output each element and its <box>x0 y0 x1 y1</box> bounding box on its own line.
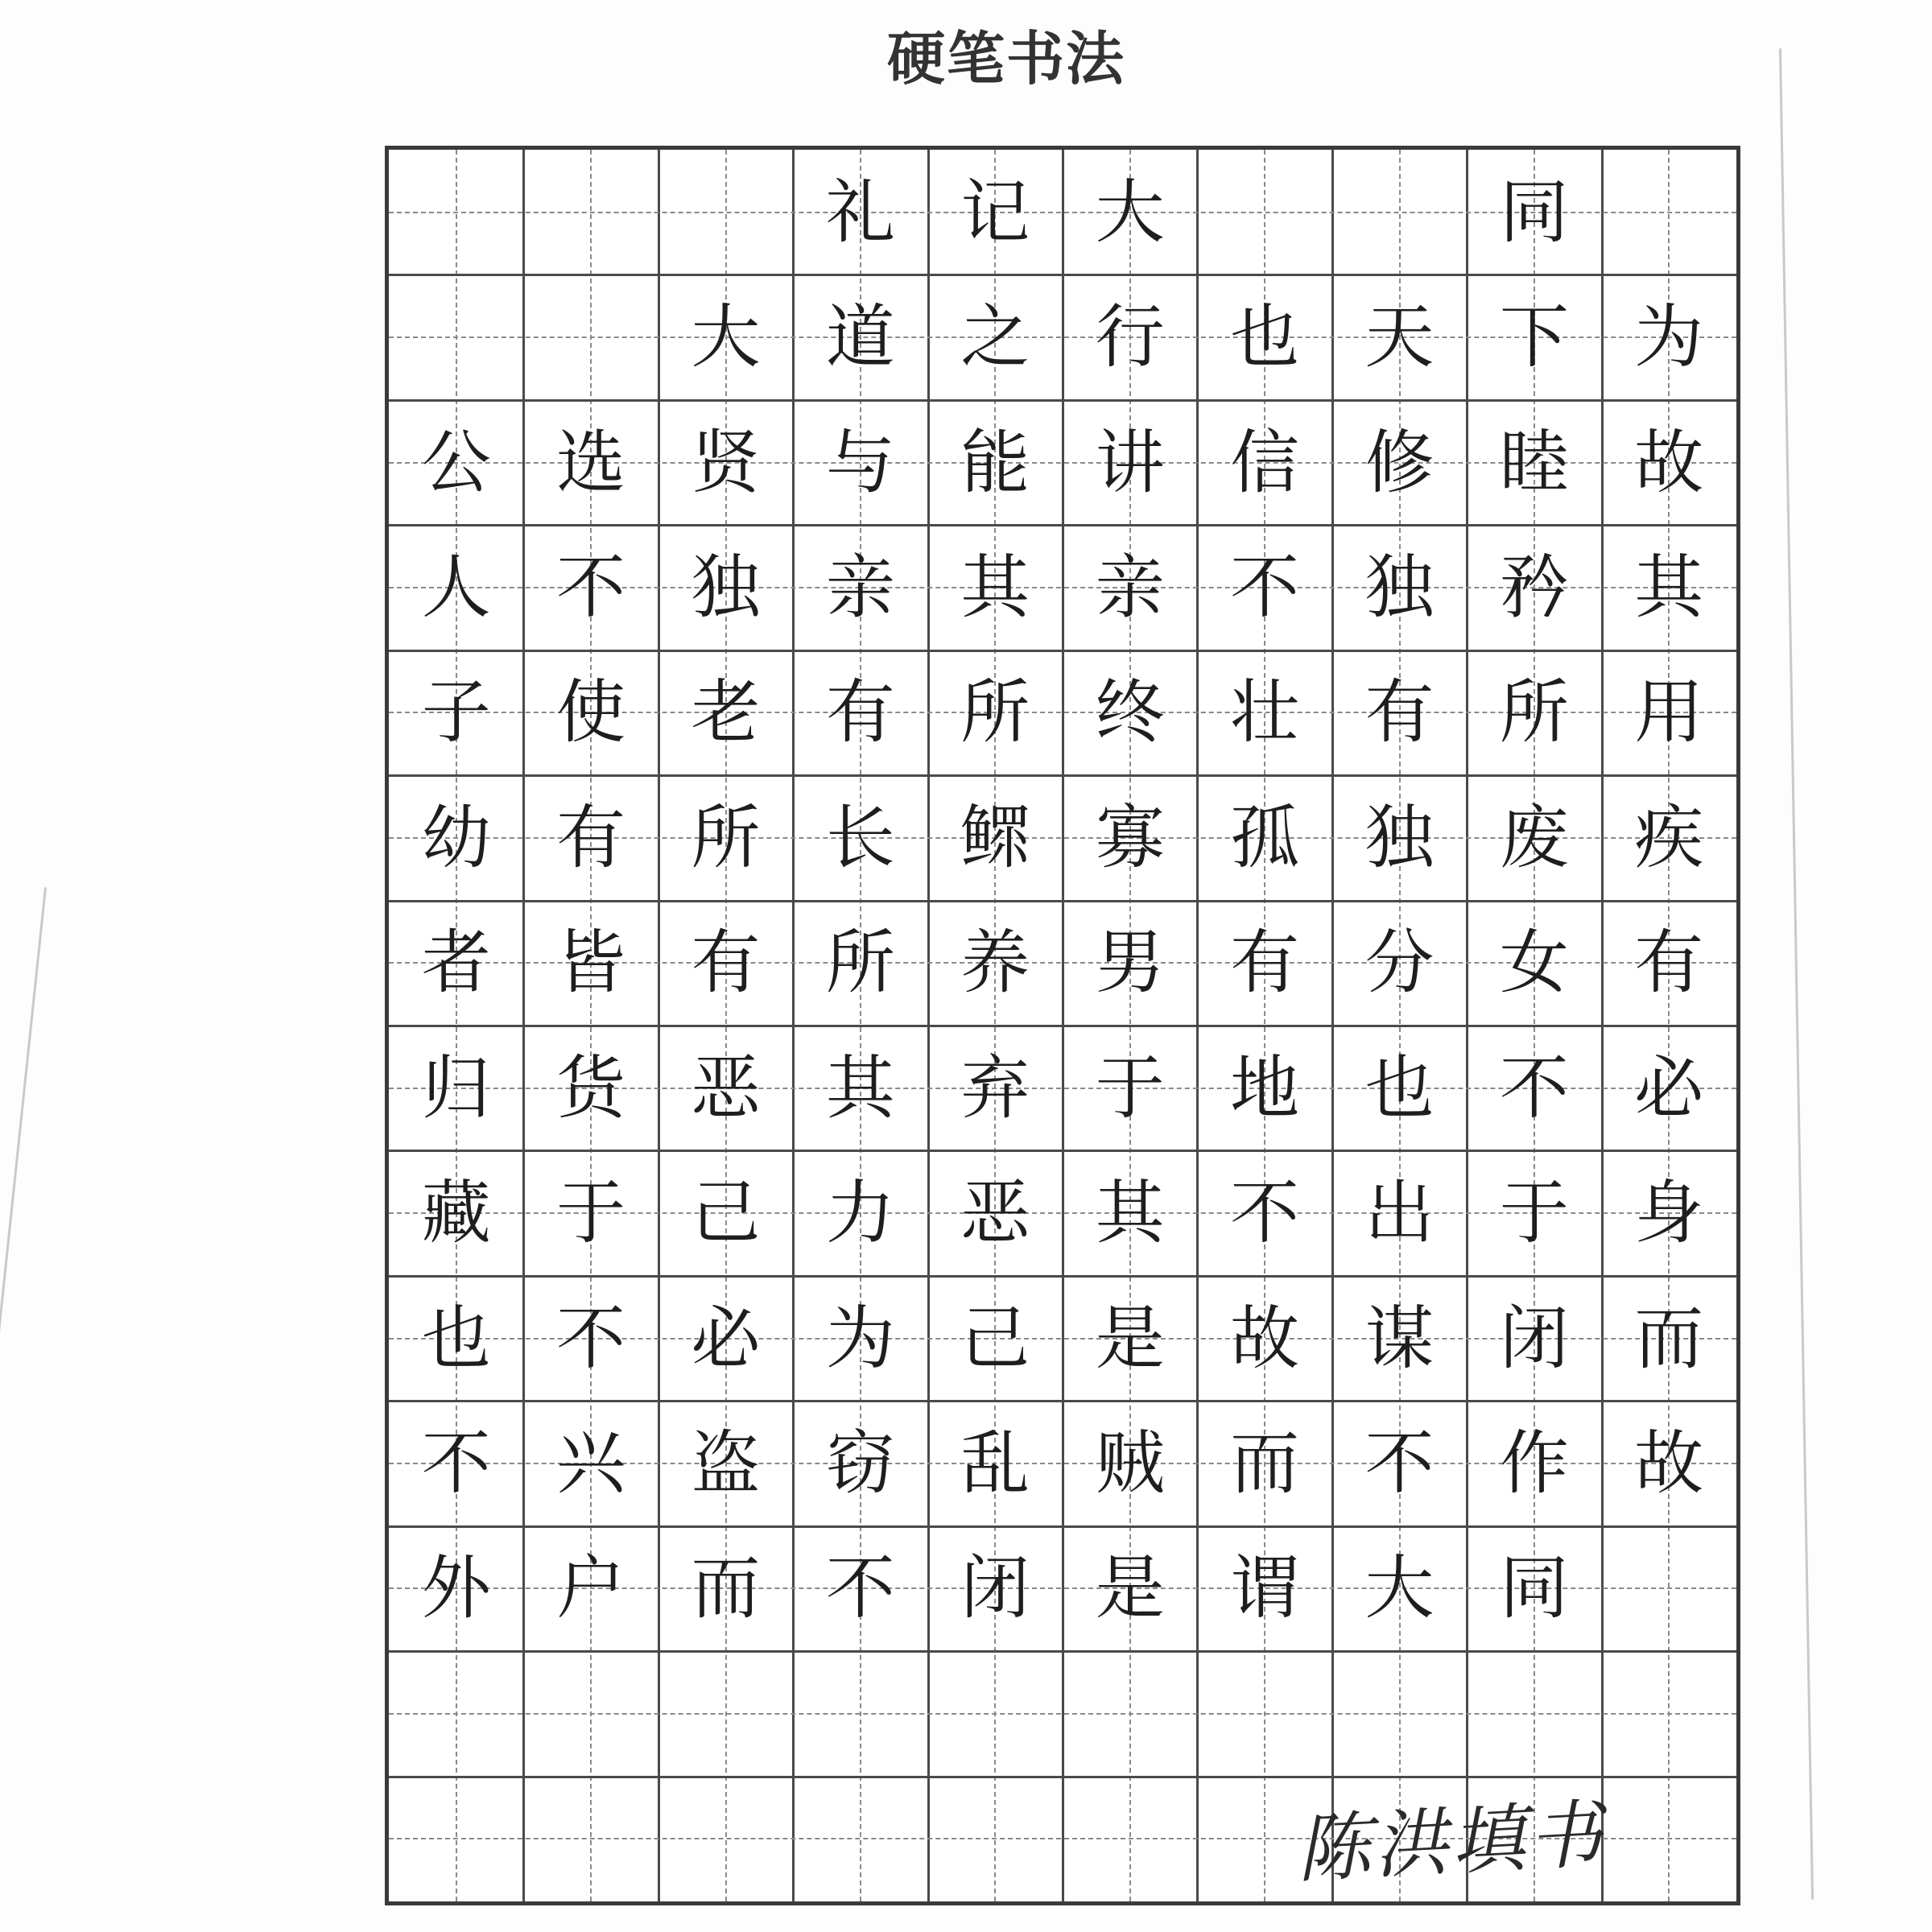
calligraphy-character: 独 <box>1364 547 1435 628</box>
calligraphy-character: 大 <box>691 297 761 378</box>
calligraphy-character: 地 <box>1230 1047 1300 1129</box>
calligraphy-character: 下 <box>1499 297 1569 378</box>
calligraphy-character: 独 <box>1364 797 1435 878</box>
calligraphy-character: 而 <box>691 1548 761 1629</box>
calligraphy-character: 使 <box>556 672 626 753</box>
calligraphy-character <box>1197 150 1331 275</box>
calligraphy-character: 必 <box>1634 1047 1704 1129</box>
calligraphy-character: 归 <box>421 1047 491 1129</box>
calligraphy-character <box>793 1777 927 1901</box>
calligraphy-character: 于 <box>556 1173 626 1254</box>
calligraphy-character <box>389 1777 523 1901</box>
calligraphy-character: 其 <box>960 547 1030 628</box>
calligraphy-character <box>1602 1651 1736 1776</box>
calligraphy-character: 为 <box>825 1298 895 1379</box>
calligraphy-character: 废 <box>1499 797 1569 878</box>
calligraphy-character: 不 <box>825 1548 895 1629</box>
calligraphy-character: 不 <box>1499 1047 1569 1129</box>
calligraphy-character <box>1602 1526 1736 1651</box>
calligraphy-character: 有 <box>1230 923 1300 1004</box>
calligraphy-character: 故 <box>1634 422 1704 503</box>
calligraphy-character <box>928 1651 1063 1776</box>
calligraphy-character: 身 <box>1634 1173 1704 1254</box>
calligraphy-character <box>1063 1777 1197 1901</box>
calligraphy-character: 己 <box>691 1173 761 1254</box>
calligraphy-character: 闭 <box>1499 1298 1569 1379</box>
calligraphy-character: 外 <box>421 1548 491 1629</box>
calligraphy-character: 也 <box>1230 297 1300 378</box>
calligraphy-character: 贼 <box>1095 1422 1165 1504</box>
calligraphy-character: 有 <box>1364 672 1435 753</box>
calligraphy-character: 幼 <box>421 797 491 878</box>
calligraphy-character <box>523 1651 658 1776</box>
calligraphy-character: 孤 <box>1230 797 1300 878</box>
calligraphy-character: 寡 <box>1095 797 1165 878</box>
calligraphy-character: 恶 <box>691 1047 761 1129</box>
calligraphy-character: 故 <box>1634 1422 1704 1504</box>
calligraphy-character: 独 <box>691 547 761 628</box>
calligraphy-character: 故 <box>1230 1298 1300 1379</box>
calligraphy-character: 矜 <box>1499 547 1569 628</box>
calligraphy-character: 者 <box>421 923 491 1004</box>
calligraphy-character: 行 <box>1095 297 1165 378</box>
calligraphy-character: 谓 <box>1230 1548 1300 1629</box>
paper-edge-right <box>1779 48 1814 1900</box>
calligraphy-character: 于 <box>1499 1173 1569 1254</box>
calligraphy-character: 子 <box>421 672 491 753</box>
calligraphy-character: 天 <box>1364 297 1435 378</box>
calligraphy-character: 疾 <box>1634 797 1704 878</box>
calligraphy-character: 不 <box>556 547 626 628</box>
calligraphy-character: 藏 <box>421 1173 491 1254</box>
calligraphy-character: 不 <box>1230 1173 1300 1254</box>
calligraphy-character: 用 <box>1634 672 1704 753</box>
calligraphy-character: 分 <box>1364 923 1435 1004</box>
calligraphy-character <box>523 275 658 399</box>
calligraphy-character: 货 <box>556 1047 626 1129</box>
calligraphy-character: 之 <box>960 297 1030 378</box>
calligraphy-character: 恶 <box>960 1173 1030 1254</box>
calligraphy-character <box>1332 150 1467 275</box>
calligraphy-character <box>928 1777 1063 1901</box>
calligraphy-character: 是 <box>1095 1298 1165 1379</box>
calligraphy-character: 睦 <box>1499 422 1569 503</box>
calligraphy-character <box>1467 1651 1601 1776</box>
calligraphy-character: 贤 <box>691 422 761 503</box>
calligraphy-character: 出 <box>1364 1173 1435 1254</box>
calligraphy-character: 有 <box>691 923 761 1004</box>
calligraphy-character: 老 <box>691 672 761 753</box>
calligraphy-character: 其 <box>1095 1173 1165 1254</box>
calligraphy-character: 皆 <box>556 923 626 1004</box>
page-title: 硬笔书法 <box>886 25 1125 93</box>
calligraphy-character: 是 <box>1095 1548 1165 1629</box>
calligraphy-character: 兴 <box>556 1422 626 1504</box>
writing-grid <box>385 146 1740 1905</box>
calligraphy-character: 户 <box>556 1548 626 1629</box>
calligraphy-character: 其 <box>825 1047 895 1129</box>
calligraphy-character: 不 <box>421 1422 491 1504</box>
calligraphy-character: 也 <box>421 1298 491 1379</box>
calligraphy-character: 同 <box>1499 1548 1569 1629</box>
calligraphy-character: 信 <box>1230 422 1300 503</box>
calligraphy-character: 公 <box>421 422 491 503</box>
paper-edge-left <box>0 887 47 1608</box>
calligraphy-character: 男 <box>1095 923 1165 1004</box>
calligraphy-character: 有 <box>556 797 626 878</box>
calligraphy-character <box>389 1651 523 1776</box>
calligraphy-character: 为 <box>1634 297 1704 378</box>
calligraphy-character: 所 <box>691 797 761 878</box>
calligraphy-character: 其 <box>1634 547 1704 628</box>
calligraphy-character <box>1063 1651 1197 1776</box>
calligraphy-character <box>389 150 523 275</box>
calligraphy-character <box>658 1777 793 1901</box>
calligraphy-character: 修 <box>1364 422 1435 503</box>
calligraphy-character: 而 <box>1634 1298 1704 1379</box>
calligraphy-character: 有 <box>1634 923 1704 1004</box>
calligraphy-character: 选 <box>556 422 626 503</box>
calligraphy-character: 己 <box>960 1298 1030 1379</box>
calligraphy-character: 同 <box>1499 171 1569 253</box>
calligraphy-character: 讲 <box>1095 422 1165 503</box>
calligraphy-character: 也 <box>1364 1047 1435 1129</box>
calligraphy-character <box>523 150 658 275</box>
calligraphy-character: 而 <box>1230 1422 1300 1504</box>
calligraphy-character <box>1332 1651 1467 1776</box>
calligraphy-character: 大 <box>1095 171 1165 253</box>
calligraphy-character: 于 <box>1095 1047 1165 1129</box>
calligraphy-character <box>658 1651 793 1776</box>
calligraphy-character: 力 <box>825 1173 895 1254</box>
calligraphy-character: 亲 <box>1095 547 1165 628</box>
calligraphy-character: 有 <box>825 672 895 753</box>
calligraphy-character: 人 <box>421 547 491 628</box>
calligraphy-character: 长 <box>825 797 895 878</box>
calligraphy-character: 所 <box>960 672 1030 753</box>
calligraphy-character <box>793 1651 927 1776</box>
calligraphy-character: 不 <box>1230 547 1300 628</box>
calligraphy-character <box>523 1777 658 1901</box>
calligraphy-character: 作 <box>1499 1422 1569 1504</box>
calligraphy-character: 不 <box>556 1298 626 1379</box>
calligraphy-character: 养 <box>960 923 1030 1004</box>
calligraphy-character: 与 <box>825 422 895 503</box>
calligraphy-character: 必 <box>691 1298 761 1379</box>
calligraphy-character: 弃 <box>960 1047 1030 1129</box>
calligraphy-character: 礼 <box>825 171 895 253</box>
calligraphy-character: 壮 <box>1230 672 1300 753</box>
calligraphy-character: 所 <box>1499 672 1569 753</box>
calligraphy-character: 道 <box>825 297 895 378</box>
calligraphy-character: 女 <box>1499 923 1569 1004</box>
calligraphy-character: 盗 <box>691 1422 761 1504</box>
calligraphy-character: 乱 <box>960 1422 1030 1504</box>
calligraphy-character: 闭 <box>960 1548 1030 1629</box>
calligraphy-character: 所 <box>825 923 895 1004</box>
signature: 陈洪填书 <box>1294 1790 1608 1893</box>
calligraphy-character <box>658 150 793 275</box>
calligraphy-character: 记 <box>960 171 1030 253</box>
calligraphy-character: 亲 <box>825 547 895 628</box>
calligraphy-character <box>1197 1651 1331 1776</box>
calligraphy-character: 大 <box>1364 1548 1435 1629</box>
calligraphy-character: 谋 <box>1364 1298 1435 1379</box>
calligraphy-character: 能 <box>960 422 1030 503</box>
calligraphy-character: 不 <box>1364 1422 1435 1504</box>
calligraphy-character <box>389 275 523 399</box>
calligraphy-character: 鳏 <box>960 797 1030 878</box>
calligraphy-character: 窃 <box>825 1422 895 1504</box>
calligraphy-character <box>1602 150 1736 275</box>
calligraphy-character: 终 <box>1095 672 1165 753</box>
